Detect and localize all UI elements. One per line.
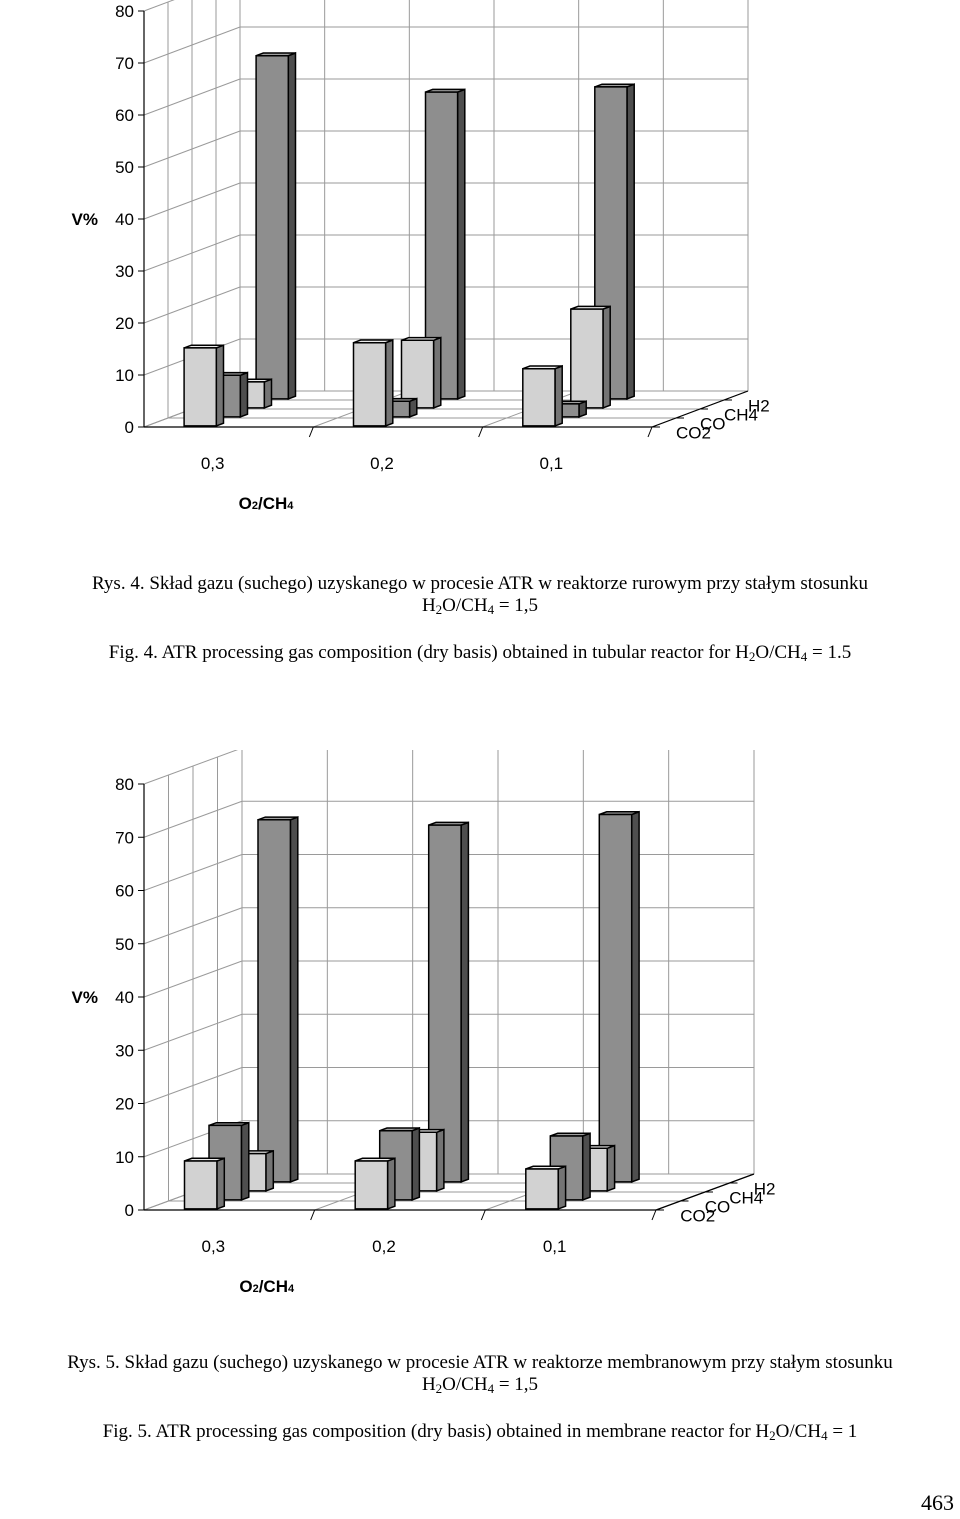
- bar-front: [185, 1161, 217, 1209]
- bar: [355, 1158, 395, 1209]
- bar: [354, 340, 393, 426]
- series-label: CH4: [724, 405, 759, 425]
- figure-4-caption: [0, 573, 960, 617]
- y-tick-label: 20: [115, 1094, 134, 1114]
- bar-front: [599, 815, 631, 1182]
- figure-5-caption: [0, 1352, 960, 1396]
- bar-side: [241, 1123, 248, 1200]
- y-tick-label: 10: [115, 1147, 134, 1167]
- x-tick: [309, 427, 313, 437]
- bar-front: [256, 56, 288, 399]
- bar-side: [288, 53, 295, 399]
- bar: [184, 345, 223, 426]
- bar-side: [555, 366, 562, 426]
- x-axis-label: O2/CH4: [239, 1277, 295, 1296]
- figure-4-caption-pl-ratio: $H_2O/CH_4 = 1,5$: [421, 595, 539, 617]
- figure-4-caption-pl: Rys. 4. Skład gazu (suchego) uzyskanego w procesie ATR w reaktorze rurowym przy stałym stosunku: [92, 573, 868, 594]
- bar-side: [627, 84, 634, 399]
- bar-side: [603, 306, 610, 408]
- series-label: CO: [704, 1197, 731, 1217]
- bar-side: [217, 1158, 224, 1209]
- x-tick-label: 0,1: [542, 1237, 567, 1256]
- bar: [256, 53, 295, 399]
- bar-side: [386, 340, 393, 426]
- bar-front: [526, 1169, 558, 1209]
- x-axis-label: O2/CH4: [238, 494, 294, 513]
- y-tick-label: 30: [115, 262, 134, 281]
- y-tick-label: 60: [115, 106, 134, 125]
- x-tick: [311, 1210, 315, 1220]
- x-tick: [479, 427, 483, 437]
- bar-side: [632, 812, 639, 1182]
- y-tick-label: 0: [124, 418, 134, 437]
- x-tick: [652, 1210, 656, 1220]
- y-tick-label: 30: [115, 1041, 134, 1061]
- x-tick: [481, 1210, 485, 1220]
- bar-side: [216, 345, 223, 426]
- series-label: CH4: [729, 1188, 764, 1208]
- y-tick-label: 80: [115, 2, 134, 21]
- y-tick-label: 40: [115, 988, 134, 1007]
- y-axis-label: V%: [71, 988, 98, 1007]
- y-tick-label: 60: [115, 881, 134, 901]
- bar-front: [429, 825, 461, 1182]
- x-tick-label: 0,2: [370, 454, 394, 473]
- y-axis-label: V%: [71, 210, 98, 229]
- bar-side: [388, 1158, 395, 1209]
- bar: [429, 822, 469, 1182]
- x-tick: [648, 427, 652, 437]
- series-label: CO: [700, 414, 726, 434]
- bar: [402, 338, 441, 408]
- series-label: CO2: [680, 1206, 716, 1226]
- y-tick-label: 10: [115, 366, 134, 385]
- bar-side: [461, 822, 468, 1182]
- y-tick-label: 50: [115, 934, 134, 954]
- bar-front: [354, 343, 386, 426]
- x-tick-label: 0,2: [372, 1237, 396, 1256]
- y-tick-label: 20: [115, 314, 134, 333]
- bar-side: [290, 817, 297, 1182]
- bar: [571, 306, 610, 408]
- figure-5-caption-pl: Rys. 5. Skład gazu (suchego) uzyskanego w procesie ATR w reaktorze membranowym przy stałym stosunku: [67, 1352, 893, 1373]
- chart-bars: [185, 812, 640, 1209]
- figure-5-chart: [0, 750, 960, 1310]
- figure-5-caption-en: Fig. 5. ATR processing gas composition (dry basis) obtained in membrane reactor for $H_2O/CH_4 = 1$: [102, 1421, 858, 1443]
- figure-4-chart: [0, 0, 960, 520]
- series-label: H2: [753, 1179, 776, 1199]
- bar: [526, 1166, 566, 1209]
- figure-4-caption-en: Fig. 4. ATR processing gas composition (dry basis) obtained in tubular reactor for $H_2O/CH_4 = 1.5$: [108, 642, 852, 664]
- y-tick-label: 70: [115, 54, 134, 73]
- figure-5-caption-pl-ratio: $H_2O/CH_4 = 1,5$: [421, 1374, 539, 1396]
- bar-side: [264, 379, 271, 408]
- series-label: CO2: [676, 423, 711, 443]
- bar-side: [458, 89, 465, 399]
- bar-front: [571, 309, 603, 408]
- y-tick-label: 50: [115, 158, 134, 177]
- bar-side: [412, 1128, 419, 1200]
- y-tick-label: 70: [115, 828, 134, 848]
- bar: [185, 1158, 225, 1209]
- bar-side: [266, 1151, 273, 1191]
- x-tick-label: 0,1: [539, 454, 564, 473]
- series-label: H2: [748, 396, 770, 416]
- bar-front: [184, 348, 216, 426]
- y-tick-label: 0: [124, 1201, 134, 1220]
- bar-side: [558, 1166, 565, 1209]
- bar-side: [434, 338, 441, 408]
- bar-side: [437, 1130, 444, 1191]
- bar-front: [355, 1161, 387, 1209]
- bar-front: [523, 369, 555, 426]
- x-tick-label: 0,3: [200, 454, 225, 473]
- bar: [599, 812, 639, 1182]
- bar: [523, 366, 562, 426]
- x-tick-label: 0,3: [201, 1237, 226, 1256]
- bar-side: [240, 373, 247, 417]
- y-tick-label: 40: [115, 210, 134, 229]
- bar-side: [607, 1146, 614, 1191]
- bar: [258, 817, 298, 1182]
- page-number: 463: [921, 1490, 954, 1515]
- bar-side: [583, 1133, 590, 1200]
- bar-front: [258, 820, 290, 1182]
- y-tick-label: 80: [115, 775, 134, 794]
